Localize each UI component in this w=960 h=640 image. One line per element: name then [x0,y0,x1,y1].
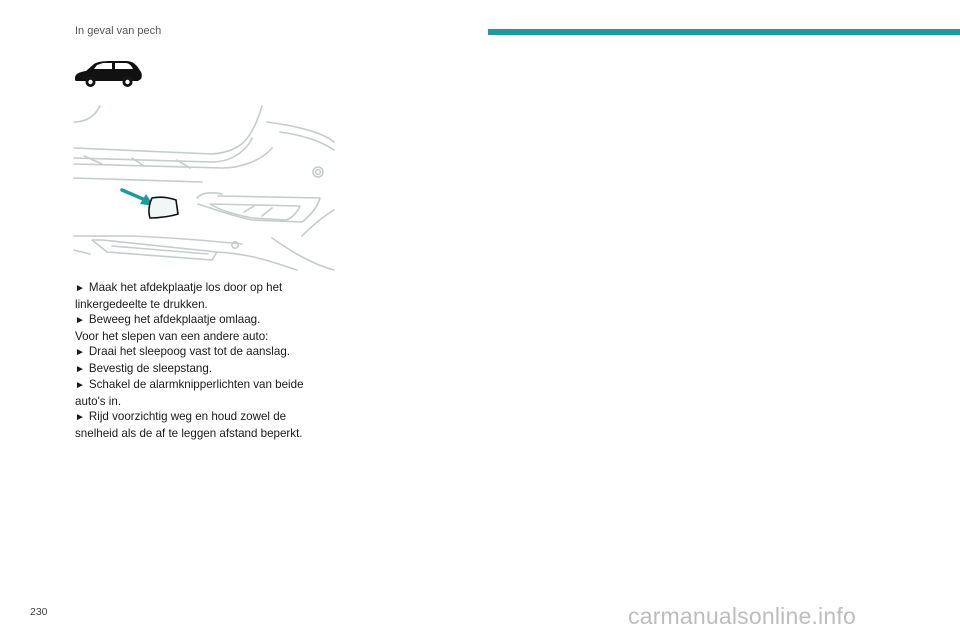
instruction-step: ► Schakel de alarmknipperlichten van beide auto's in. [75,378,304,408]
arrow-icon: ► [75,412,85,423]
instruction-step: ► Bevestig de sleepstang. [75,361,213,375]
instruction-step: ► Maak het afdekplaatje los door op het linkergedeelte te drukken. [75,281,283,311]
instruction-intro: Voor het slepen van een andere auto: [75,329,269,343]
car-side-icon [72,58,144,90]
section-accent-bar [488,29,960,35]
arrow-icon: ► [75,380,85,391]
instruction-step: ► Rijd voorzichtig weg en houd zowel de snelheid als de af te leggen afstand beperkt. [75,410,303,440]
page-number: 230 [30,606,48,618]
arrow-icon: ► [75,283,85,294]
arrow-icon: ► [75,347,85,358]
rear-bumper-illustration [72,102,337,272]
section-title: In geval van pech [75,25,162,37]
instruction-step: ► Draai het sleepoog vast tot de aanslag. [75,345,290,358]
instruction-list [75,280,320,441]
watermark: carmanualsonline.info [628,603,856,629]
arrow-icon: ► [75,363,85,375]
instruction-step: ► Beweeg het afdekplaatje omlaag. [75,313,261,326]
arrow-icon: ► [75,315,85,326]
